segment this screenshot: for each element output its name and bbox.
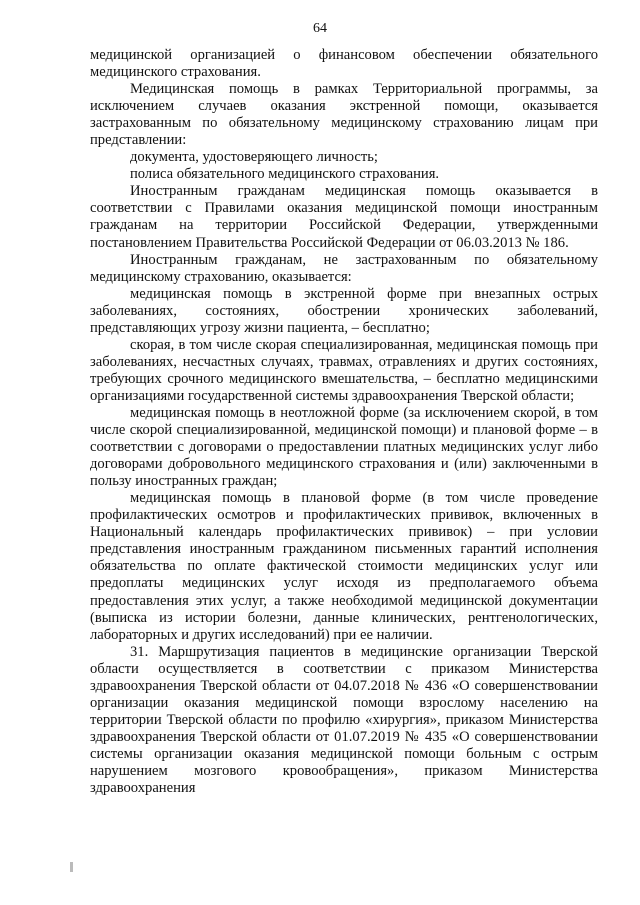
document-body [90, 47, 598, 797]
page-number: 64 [313, 21, 327, 36]
list-item-identity-document: документа, удостоверяющего личность; [130, 149, 378, 166]
list-item-ambulance-care: скорая, в том числе скорая специализированная, медицинская помощь при заболеваниях, несчастных случаях, травмах, отравлениях и других состояниях, требующих срочного медицинского вмешательства, – бесплатно медицинскими организациями государственной системы здравоохранения Тверской области; [90, 336, 598, 404]
paragraph-item-31-routing: 31. Маршрутизация пациентов в медицинские организации Тверской области осуществляется в соответствии с приказом Министерства здравоохранения Тверской области от 04.07.2018 № 436 «О совершенствовании организации оказания медицинской помощи взрослому населению на территории Тверской области по профилю «хирургия», приказом Министерства здравоохранения Тверской области от 01.07.2019 № 435 «О совершенствовании системы организации оказания медицинской помощи больным с острым нарушением мозгового кровообращения», приказом Министерства здравоохранения [90, 643, 598, 797]
list-item-planned-care-guarantees: медицинская помощь в плановой форме (в том числе проведение профилактических осмотров и профилактических прививок, включенных в Национальный календарь профилактических прививок) – при условии представления иностранным гражданином письменных гарантий исполнения обязательства по оплате фактической стоимости медицинских услуг или предоплаты медицинских услуг исходя из предполагаемого объема предоставления этих услуг, а также необходимой медицинской документации (выписка из истории болезни, данные клинических, рентгенологических, лабораторных и других исследований) при ее наличии. [90, 490, 598, 643]
paragraph-oms-conditions: Медицинская помощь в рамках Территориальной программы, за исключением случаев оказания экстренной помощи, оказывается застрахованным по обязательному медицинскому страхованию лицам при представлении: [90, 81, 598, 149]
scan-mark [70, 862, 73, 872]
paragraph-foreign-uninsured: Иностранным гражданам, не застрахованным по обязательному медицинскому страхованию, оказывается: [90, 251, 598, 285]
paragraph-foreign-citizens-rules: Иностранным гражданам медицинская помощь оказывается в соответствии с Правилами оказания медицинской помощи иностранным гражданам на территории Российской Федерации, утвержденными постановлением Правительства Российской Федерации от 06.03.2013 № 186. [90, 183, 598, 251]
list-item-urgent-planned-care: медицинская помощь в неотложной форме (за исключением скорой, в том числе скорой специализированной, медицинской помощи) и плановой форме – в соответствии с договорами о предоставлении платных медицинских услуг либо договорами добровольного медицинского страхования и (или) заключенными в пользу иностранных граждан; [90, 404, 598, 490]
paragraph-continuation: медицинской организацией о финансовом обеспечении обязательного медицинского страхования. [90, 47, 598, 81]
list-item-oms-policy: полиса обязательного медицинского страхования. [130, 166, 440, 183]
list-item-emergency-care: медицинская помощь в экстренной форме при внезапных острых заболеваниях, состояниях, обострении хронических заболеваний, представляющих угрозу жизни пациента, – бесплатно; [90, 285, 598, 336]
